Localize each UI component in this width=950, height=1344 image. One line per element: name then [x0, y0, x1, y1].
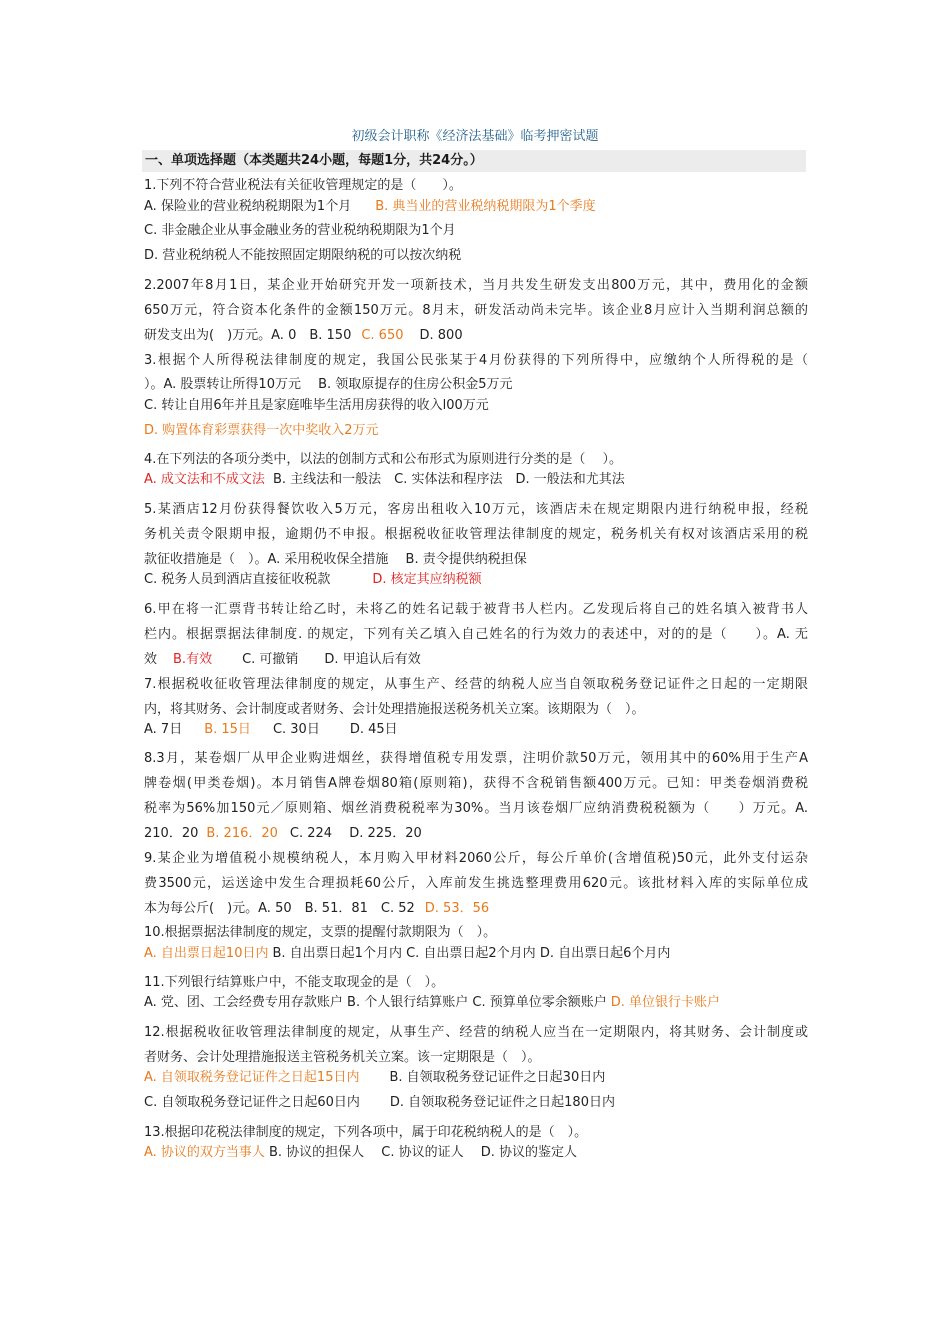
q7-option-c: C. 30日: [272, 722, 320, 737]
q7-option-d: D. 45日: [349, 722, 398, 737]
q2-line-3: [144, 327, 808, 345]
q4-other-options: B. 主线法和一般法 C. 实体法和程序法 D. 一般法和尤其法: [272, 472, 625, 487]
section-heading: 一、单项选择题（本类题共24小题，每题1分，共24分。）: [142, 150, 806, 172]
q2-line-2: 650万元，符合资本化条件的金额150万元。8月末，研发活动尚未完毕。该企业8月应计入当期利润总额的: [144, 303, 808, 318]
q3-option-d-answer: D. 购置体育彩票获得一次中奖收入2万元: [144, 423, 379, 438]
q8-option-b-answer: B. 216．20: [206, 826, 278, 841]
q6-line-1: 6.甲在将一汇票背书转让给乙时，未将乙的姓名记载于被背书人栏内。乙发现后将自己的姓名填入被背书人: [144, 602, 808, 617]
q2-line-1: 2.2007年8月1日，某企业开始研究开发一项新技术，当月共发生研发支出800万元，其中，费用化的金额: [144, 278, 808, 293]
q7-option-a: A. 7日: [144, 722, 183, 737]
q5-line-3: 款征收措施是（ ）。A. 采用税收保全措施 B. 责令提供纳税担保: [144, 552, 527, 567]
q1-option-d: D. 营业税纳税人不能按照固定期限纳税的可以按次纳税: [144, 248, 462, 263]
q1-stem: 1.下列不符合营业税法有关征收管理规定的是（ ）。: [144, 178, 462, 193]
q6-line-3: [144, 651, 808, 669]
q3-option-c: C. 转让自用6年并且是家庭唯毕生活用房获得的收入l00万元: [144, 398, 489, 413]
q12-option-c: C. 自领取税务登记证件之日起60日内: [144, 1095, 360, 1110]
q5-option-c: C. 税务人员到酒店直接征收税款: [144, 572, 331, 587]
q2-option-d: D. 800: [419, 328, 463, 343]
q11-other-options: A. 党、团、工会经费专用存款账户 B. 个人银行结算账户 C. 预算单位零余额账户: [144, 995, 607, 1010]
q8-line-2: 牌卷烟(甲类卷烟)。本月销售A牌卷烟80箱(原则箱)，获得不含税销售额400万元。已知：甲类卷烟消费税: [144, 776, 808, 791]
q5-option-d-answer: D. 核定其应纳税额: [372, 572, 482, 587]
q9-line-2: 费3500元，运送途中发生合理损耗60公斤，入库前发生挑选整理费用620元。该批材料入库的实际单位成: [144, 876, 808, 891]
q7-option-b-answer: B. 15日: [204, 722, 251, 737]
q12-options-cd: [144, 1094, 808, 1112]
q8-line-1: 8.3月，某卷烟厂从甲企业购进烟丝，获得增值税专用发票，注明价款50万元，领用其中的60%用于生产A: [144, 751, 808, 766]
q5-options-cd: [144, 571, 808, 589]
q9-stem-end: 本为每公斤( )元。A. 50 B. 51．81 C. 52: [144, 901, 415, 916]
q11-stem: 11.下列银行结算账户中，不能支取现金的是（ ）。: [144, 975, 445, 990]
q2-option-c-answer: C. 650: [361, 328, 404, 343]
q4-stem: 4.在下列法的各项分类中，以法的创制方式和公布形式为原则进行分类的是（ ）。: [144, 452, 623, 467]
q7-options: [144, 721, 808, 739]
q8-option-a: 210．20: [144, 826, 199, 841]
q7-line-1: 7.根据税收征收管理法律制度的规定，从事生产、经营的纳税人应当自领取税务登记证件之日起的一定期限: [144, 677, 808, 692]
q9-line-3: [144, 900, 808, 918]
q10-stem: 10.根据票据法律制度的规定，支票的提醒付款期限为（ ）。: [144, 925, 497, 940]
q9-option-d-answer: D. 53．56: [424, 901, 490, 916]
q13-options: [144, 1144, 808, 1162]
q3-line-1: 3.根据个人所得税法律制度的规定，我国公民张某于4月份获得的下列所得中，应缴纳个人所得税的是（: [144, 353, 808, 368]
q6-line-2: 栏内。根据票据法律制度. 的规定，下列有关乙填入自己姓名的行为效力的表述中，对的的是（ ）。A. 无: [144, 627, 808, 642]
q11-option-d-answer: D. 单位银行卡账户: [610, 995, 721, 1010]
q10-other-options: B. 自出票日起1个月内 C. 自出票日起2个月内 D. 自出票日起6个月内: [272, 946, 671, 961]
q6-other-options: C. 可撤销 D. 甲追认后有效: [242, 652, 421, 667]
q9-line-1: 9.某企业为增值税小规模纳税人，本月购入甲材料2060公斤，每公斤单价(含增值税)50元，此外支付运杂: [144, 851, 808, 866]
q2-stem-end: 研发支出为( )万元。A. 0 B. 150: [144, 328, 352, 343]
q12-line-2: 者财务、会计处理措施报送主管税务机关立案。该一定期限是（ ）。: [144, 1050, 541, 1065]
q5-line-2: 务机关责令限期申报，逾期仍不申报。根据税收征收管理法律制度的规定，税务机关有权对该酒店采用的税: [144, 527, 808, 542]
q1-option-a: A. 保险业的营业税纳税期限为1个月: [144, 199, 352, 214]
q3-line-2: ）。A. 股票转让所得10万元 B. 领取原提存的住房公积金5万元: [144, 377, 513, 392]
q6-stem-end: 效: [144, 652, 158, 667]
q8-line-3: 税率为56%加150元／原则箱、烟丝消费税税率为30%。当月该卷烟厂应纳消费税税额为（ ）万元。A.: [144, 801, 808, 816]
q1-option-b-answer: B. 典当业的营业税纳税期限为1个季度: [375, 199, 596, 214]
q12-option-d: D. 自领取税务登记证件之日起180日内: [389, 1095, 615, 1110]
q5-line-1: 5.某酒店12月份获得餐饮收入5万元，客房出租收入10万元，该酒店未在规定期限内进行纳税申报，经税: [144, 502, 808, 517]
q10-option-a-answer: A. 自出票日起10日内: [144, 946, 269, 961]
document-title: 初级会计职称《经济法基础》临考押密试题: [351, 129, 599, 144]
q13-stem: 13.根据印花税法律制度的规定，下列各项中，属于印花税纳税人的是（ ）。: [144, 1125, 588, 1140]
q8-options: [144, 825, 808, 843]
q4-option-a-answer: A. 成文法和不成文法: [144, 472, 265, 487]
q4-options: [144, 471, 808, 489]
q1-options-ab: [144, 198, 808, 216]
q6-option-b-answer: B.有效: [173, 652, 213, 667]
q1-option-c: C. 非金融企业从事金融业务的营业税纳税期限为1个月: [144, 223, 456, 238]
q10-options: [144, 945, 808, 963]
q12-option-b: B. 自领取税务登记证件之日起30日内: [389, 1070, 606, 1085]
q12-line-1: 12.根据税收征收管理法律制度的规定，从事生产、经营的纳税人应当在一定期限内，将其财务、会计制度或: [144, 1025, 808, 1040]
q13-other-options: B. 协议的担保人 C. 协议的证人 D. 协议的鉴定人: [268, 1145, 578, 1160]
q13-option-a-answer: A. 协议的双方当事人: [144, 1145, 265, 1160]
q12-option-a-answer: A. 自领取税务登记证件之日起15日内: [144, 1070, 360, 1085]
q11-options: [144, 994, 808, 1012]
q7-line-2: 内，将其财务、会计制度或者财务、会计处理措施报送税务机关立案。该期限为（ ）。: [144, 702, 645, 717]
q12-options-ab: [144, 1069, 808, 1087]
q8-other-options: C. 224 D. 225．20: [289, 826, 422, 841]
